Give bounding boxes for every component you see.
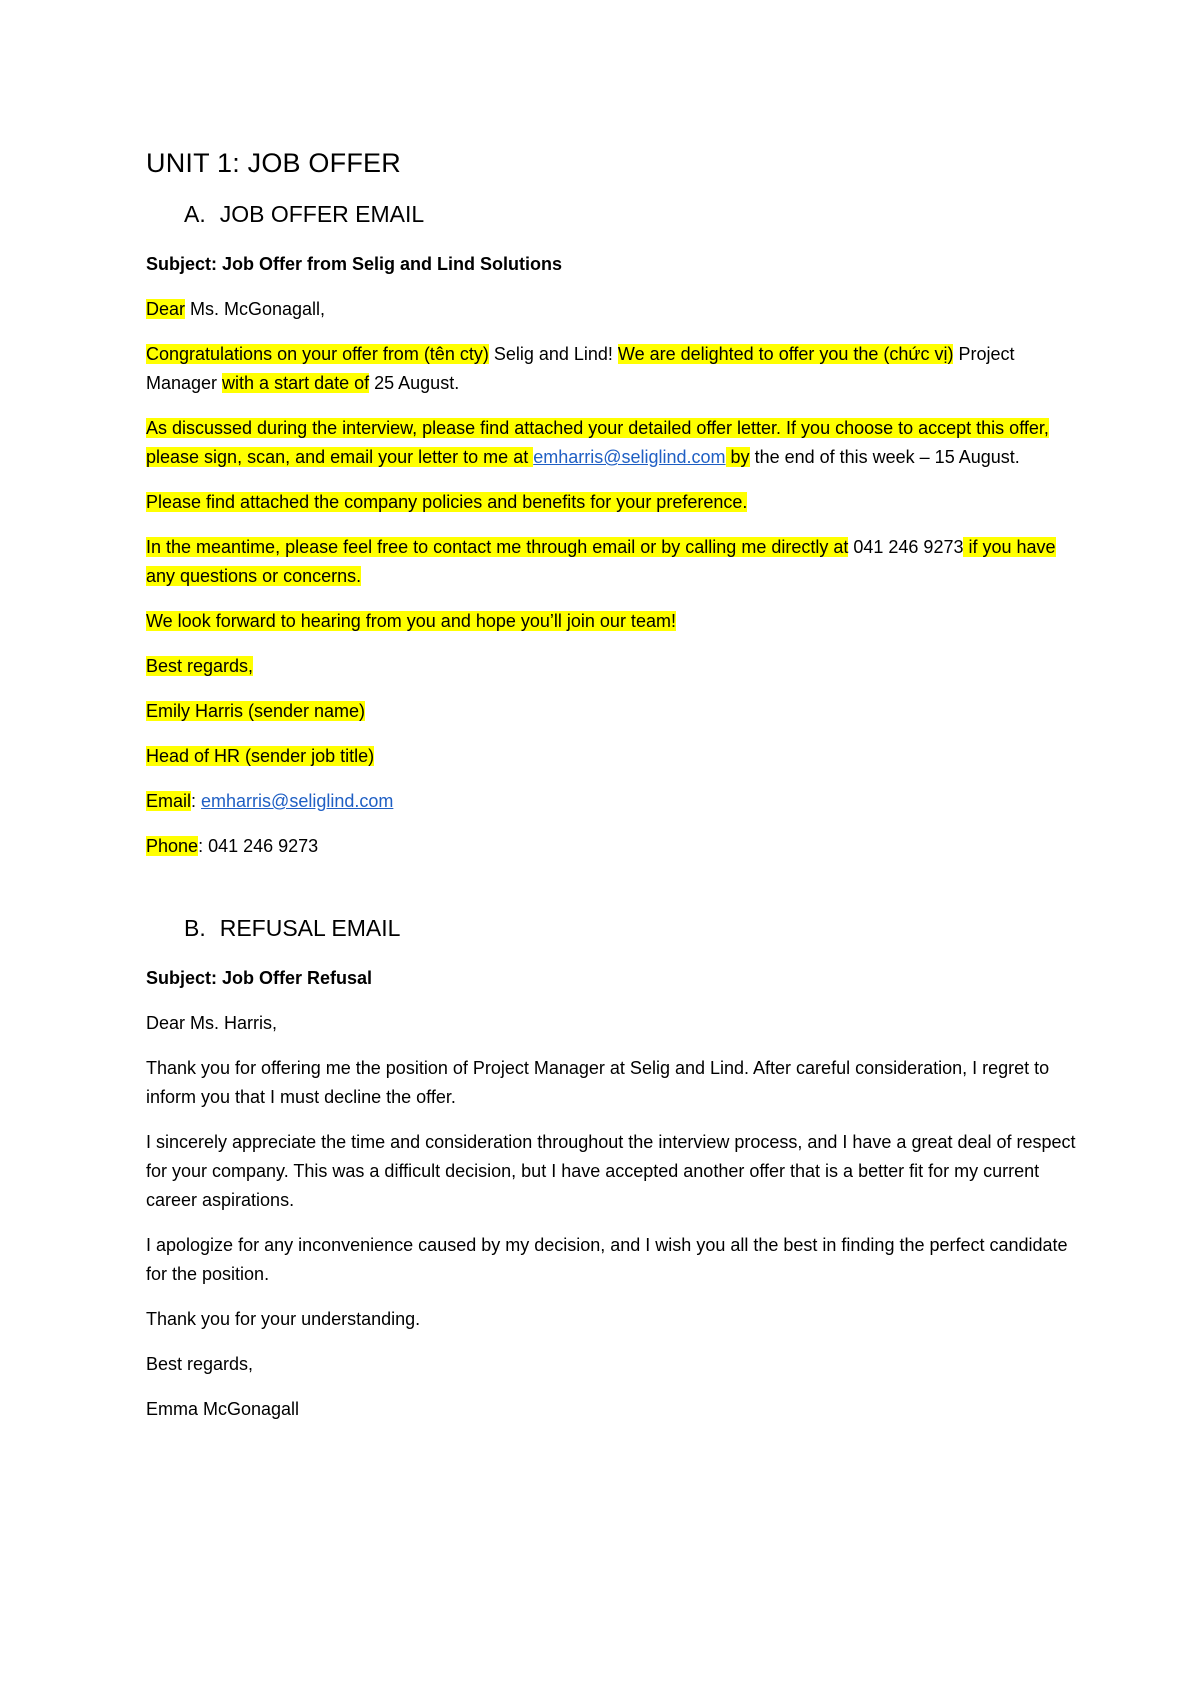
offer-paragraph-2: As discussed during the interview, please find attached your detailed offer letter. If you choose to accept this offer, please sign, scan, and email your letter to me at emharris@seliglind.com by the end of this week – 15 August. [146, 418, 1049, 467]
refusal-paragraph-3: I apologize for any inconvenience caused by my decision, and I wish you all the best in finding the perfect candidate for the position. [146, 1235, 1068, 1284]
refusal-paragraph-1: Thank you for offering me the position of Project Manager at Selig and Lind. After careful consideration, I regret to inform you that I must decline the offer. [146, 1058, 1050, 1107]
offer-email-line: Email: emharris@seliglind.com [146, 791, 394, 811]
section-a-heading [184, 201, 1080, 228]
offer-paragraph-4: In the meantime, please feel free to contact me through email or by calling me directly at 041 246 9273 if you have any questions or concerns. [146, 537, 1056, 586]
refusal-sender-name: Emma McGonagall [146, 1399, 300, 1419]
signature-email-link[interactable]: emharris@seliglind.com [201, 791, 394, 811]
refusal-greeting: Dear Ms. Harris, [146, 1013, 278, 1033]
section-spacer [146, 877, 1080, 915]
refusal-paragraph-4: Thank you for your understanding. [146, 1309, 421, 1329]
refusal-subject: Subject: Job Offer Refusal [146, 968, 373, 988]
refusal-paragraph-2: I sincerely appreciate the time and consideration throughout the interview process, and I have a great deal of respect for your company. This was a difficult decision, but I have accepted another offer that is a better fit for my current career aspirations. [146, 1132, 1076, 1210]
offer-sender-title: Head of HR (sender job title) [146, 746, 375, 766]
section-a-letter: A. [184, 201, 206, 227]
offer-subject: Subject: Job Offer from Selig and Lind Solutions [146, 254, 563, 274]
email-link[interactable]: emharris@seliglind.com [533, 447, 726, 467]
section-b-heading [184, 915, 1080, 942]
offer-phone-line: Phone: 041 246 9273 [146, 836, 319, 856]
highlight: Dear [146, 299, 186, 319]
offer-signoff: Best regards, [146, 656, 254, 676]
offer-sender-name: Emily Harris (sender name) [146, 701, 366, 721]
section-a-title: JOB OFFER EMAIL [219, 201, 425, 227]
offer-paragraph-3: Please find attached the company policies and benefits for your preference. [146, 492, 748, 512]
offer-paragraph-5: We look forward to hearing from you and hope you’ll join our team! [146, 611, 676, 631]
refusal-signoff: Best regards, [146, 1354, 254, 1374]
offer-paragraph-1: Congratulations on your offer from (tên cty) Selig and Lind! We are delighted to offer you the (chức vị) Project Manager with a start date of 25 August. [146, 344, 1015, 393]
section-b-title: REFUSAL EMAIL [219, 915, 401, 941]
document-title: UNIT 1: JOB OFFER [146, 148, 401, 178]
offer-greeting: Dear Ms. McGonagall, [146, 299, 326, 319]
section-b-letter: B. [184, 915, 206, 941]
